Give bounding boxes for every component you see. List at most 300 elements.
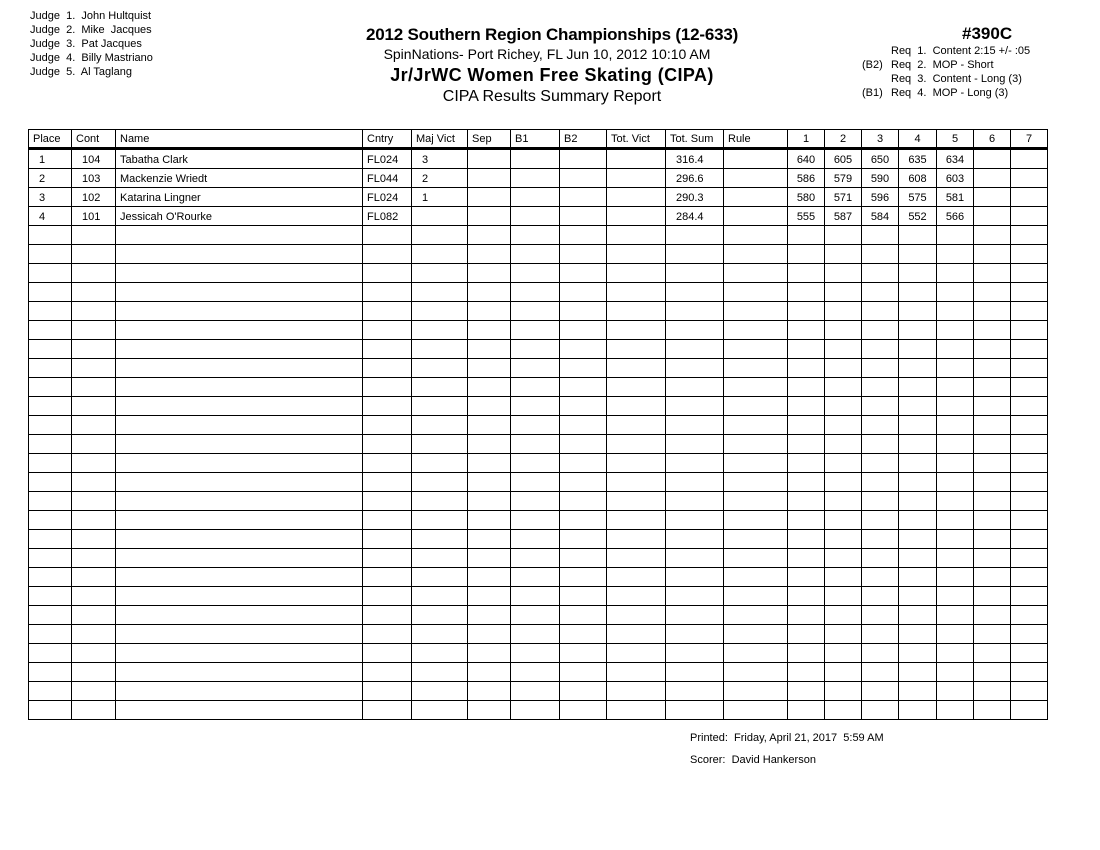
competition-title: 2012 Southern Region Championships (12-633): [365, 25, 739, 44]
empty-cell: [937, 606, 974, 625]
empty-cell: [666, 245, 724, 264]
empty-cell: [468, 701, 511, 720]
empty-cell: [666, 530, 724, 549]
empty-cell: [974, 587, 1011, 606]
empty-cell: [974, 378, 1011, 397]
empty-cell: [412, 568, 468, 587]
empty-cell: [511, 511, 560, 530]
empty-cell: [116, 625, 363, 644]
table-row-empty: [29, 397, 1048, 416]
empty-cell: [788, 359, 825, 378]
empty-cell: [116, 549, 363, 568]
empty-cell: [788, 682, 825, 701]
empty-cell: [72, 606, 116, 625]
empty-cell: [363, 663, 412, 682]
empty-cell: [511, 435, 560, 454]
empty-cell: [607, 492, 666, 511]
empty-cell: [607, 264, 666, 283]
empty-cell: [363, 454, 412, 473]
empty-cell: [788, 321, 825, 340]
empty-cell: [72, 511, 116, 530]
empty-cell: [788, 283, 825, 302]
table-row-empty: [29, 264, 1048, 283]
empty-cell: [724, 568, 788, 587]
empty-cell: [72, 378, 116, 397]
column-header-cont: Cont: [72, 130, 116, 149]
requirement-3: Req 3. Content - Long (3): [891, 73, 1022, 85]
empty-cell: [1011, 321, 1048, 340]
table-row-empty: [29, 435, 1048, 454]
table-row-empty: [29, 302, 1048, 321]
empty-cell: [666, 340, 724, 359]
empty-cell: [937, 663, 974, 682]
cell-tot-vict: [607, 169, 666, 188]
empty-cell: [724, 264, 788, 283]
table-row-empty: [29, 321, 1048, 340]
empty-cell: [468, 625, 511, 644]
empty-cell: [29, 416, 72, 435]
cell-7: [1011, 169, 1048, 188]
empty-cell: [974, 397, 1011, 416]
cell-tot-vict: [607, 207, 666, 226]
empty-cell: [825, 359, 862, 378]
empty-cell: [937, 473, 974, 492]
empty-cell: [899, 682, 937, 701]
empty-cell: [899, 492, 937, 511]
empty-cell: [560, 644, 607, 663]
table-row-empty: [29, 644, 1048, 663]
empty-cell: [825, 682, 862, 701]
empty-cell: [862, 378, 899, 397]
empty-cell: [788, 454, 825, 473]
empty-cell: [468, 340, 511, 359]
empty-cell: [560, 530, 607, 549]
empty-cell: [363, 283, 412, 302]
empty-cell: [937, 302, 974, 321]
empty-cell: [363, 492, 412, 511]
empty-cell: [363, 340, 412, 359]
cell-b1: [511, 188, 560, 207]
empty-cell: [937, 245, 974, 264]
table-row: [29, 207, 1048, 226]
empty-cell: [72, 454, 116, 473]
empty-cell: [788, 397, 825, 416]
empty-cell: [116, 701, 363, 720]
empty-cell: [468, 226, 511, 245]
empty-cell: [412, 530, 468, 549]
empty-cell: [788, 435, 825, 454]
empty-cell: [468, 492, 511, 511]
cell-3: 590: [862, 169, 899, 188]
empty-cell: [511, 625, 560, 644]
empty-cell: [72, 340, 116, 359]
empty-cell: [116, 397, 363, 416]
cell-b2: [560, 188, 607, 207]
empty-cell: [862, 549, 899, 568]
empty-cell: [607, 606, 666, 625]
event-code: #390C: [962, 24, 1013, 43]
empty-cell: [937, 492, 974, 511]
cell-4: 635: [899, 149, 937, 169]
empty-cell: [607, 549, 666, 568]
empty-cell: [862, 302, 899, 321]
empty-cell: [937, 397, 974, 416]
empty-cell: [560, 454, 607, 473]
empty-cell: [511, 492, 560, 511]
empty-cell: [29, 435, 72, 454]
empty-cell: [899, 549, 937, 568]
empty-cell: [937, 378, 974, 397]
empty-cell: [412, 587, 468, 606]
empty-cell: [724, 492, 788, 511]
cell-tot-vict: [607, 188, 666, 207]
empty-cell: [788, 625, 825, 644]
empty-cell: [974, 416, 1011, 435]
empty-cell: [937, 283, 974, 302]
cell-maj-vict: [412, 207, 468, 226]
empty-cell: [666, 701, 724, 720]
empty-cell: [788, 530, 825, 549]
empty-cell: [560, 701, 607, 720]
empty-cell: [825, 264, 862, 283]
empty-cell: [862, 625, 899, 644]
empty-cell: [412, 321, 468, 340]
empty-cell: [724, 416, 788, 435]
cell-b2: [560, 149, 607, 169]
empty-cell: [607, 359, 666, 378]
empty-cell: [862, 226, 899, 245]
empty-cell: [412, 416, 468, 435]
empty-cell: [116, 416, 363, 435]
empty-cell: [116, 321, 363, 340]
empty-cell: [899, 340, 937, 359]
empty-cell: [1011, 492, 1048, 511]
cell-1: 640: [788, 149, 825, 169]
empty-cell: [363, 530, 412, 549]
empty-cell: [363, 568, 412, 587]
empty-cell: [560, 473, 607, 492]
empty-cell: [974, 321, 1011, 340]
empty-cell: [899, 245, 937, 264]
empty-cell: [899, 378, 937, 397]
empty-cell: [1011, 264, 1048, 283]
empty-cell: [511, 568, 560, 587]
empty-cell: [788, 701, 825, 720]
empty-cell: [72, 549, 116, 568]
empty-cell: [788, 511, 825, 530]
empty-cell: [788, 264, 825, 283]
empty-cell: [72, 587, 116, 606]
empty-cell: [862, 701, 899, 720]
cell-4: 575: [899, 188, 937, 207]
empty-cell: [468, 530, 511, 549]
empty-cell: [862, 644, 899, 663]
empty-cell: [862, 454, 899, 473]
empty-cell: [412, 397, 468, 416]
empty-cell: [974, 549, 1011, 568]
column-header-maj-vict: Maj Vict: [412, 130, 468, 149]
empty-cell: [468, 416, 511, 435]
empty-cell: [116, 587, 363, 606]
empty-cell: [72, 682, 116, 701]
empty-cell: [1011, 549, 1048, 568]
empty-cell: [937, 264, 974, 283]
cell-6: [974, 169, 1011, 188]
empty-cell: [412, 492, 468, 511]
cell-cntry: FL044: [363, 169, 412, 188]
empty-cell: [974, 625, 1011, 644]
cell-2: 571: [825, 188, 862, 207]
empty-cell: [412, 511, 468, 530]
empty-cell: [724, 701, 788, 720]
empty-cell: [29, 644, 72, 663]
cell-b2: [560, 207, 607, 226]
empty-cell: [862, 530, 899, 549]
empty-cell: [899, 587, 937, 606]
empty-cell: [899, 283, 937, 302]
empty-cell: [825, 302, 862, 321]
empty-cell: [29, 340, 72, 359]
empty-cell: [788, 302, 825, 321]
empty-cell: [116, 568, 363, 587]
empty-cell: [1011, 359, 1048, 378]
empty-cell: [724, 644, 788, 663]
empty-cell: [899, 701, 937, 720]
empty-cell: [666, 226, 724, 245]
empty-cell: [825, 340, 862, 359]
results-table: [28, 129, 1048, 720]
empty-cell: [363, 549, 412, 568]
empty-cell: [560, 397, 607, 416]
empty-cell: [468, 473, 511, 492]
empty-cell: [72, 264, 116, 283]
empty-cell: [666, 644, 724, 663]
cell-4: 552: [899, 207, 937, 226]
cell-tot-sum: 284.4: [666, 207, 724, 226]
empty-cell: [666, 454, 724, 473]
cell-3: 650: [862, 149, 899, 169]
empty-cell: [862, 264, 899, 283]
empty-cell: [974, 340, 1011, 359]
empty-cell: [511, 416, 560, 435]
empty-cell: [468, 549, 511, 568]
column-header-cntry: Cntry: [363, 130, 412, 149]
empty-cell: [412, 454, 468, 473]
judges-list: [30, 9, 153, 79]
requirements-list: [862, 44, 1030, 100]
empty-cell: [666, 568, 724, 587]
empty-cell: [825, 663, 862, 682]
empty-cell: [899, 226, 937, 245]
empty-cell: [974, 511, 1011, 530]
empty-cell: [666, 378, 724, 397]
empty-cell: [72, 492, 116, 511]
empty-cell: [825, 606, 862, 625]
empty-cell: [468, 435, 511, 454]
empty-cell: [788, 606, 825, 625]
empty-cell: [724, 245, 788, 264]
empty-cell: [974, 492, 1011, 511]
empty-cell: [724, 283, 788, 302]
empty-cell: [607, 473, 666, 492]
empty-cell: [363, 416, 412, 435]
empty-cell: [468, 568, 511, 587]
empty-cell: [363, 682, 412, 701]
empty-cell: [666, 606, 724, 625]
empty-cell: [511, 473, 560, 492]
empty-cell: [607, 568, 666, 587]
empty-cell: [560, 302, 607, 321]
report-title: CIPA Results Summary Report: [442, 88, 662, 105]
empty-cell: [363, 625, 412, 644]
empty-cell: [412, 435, 468, 454]
table-row-empty: [29, 511, 1048, 530]
empty-cell: [825, 245, 862, 264]
empty-cell: [116, 530, 363, 549]
empty-cell: [825, 435, 862, 454]
empty-cell: [1011, 682, 1048, 701]
cell-4: 608: [899, 169, 937, 188]
empty-cell: [511, 359, 560, 378]
cell-5: 581: [937, 188, 974, 207]
empty-cell: [607, 245, 666, 264]
empty-cell: [607, 644, 666, 663]
cell-rule: [724, 169, 788, 188]
empty-cell: [560, 283, 607, 302]
empty-cell: [363, 359, 412, 378]
empty-cell: [560, 663, 607, 682]
empty-cell: [862, 340, 899, 359]
empty-cell: [363, 435, 412, 454]
empty-cell: [72, 473, 116, 492]
empty-cell: [825, 530, 862, 549]
empty-cell: [974, 245, 1011, 264]
empty-cell: [468, 245, 511, 264]
judge-3: Judge 3. Pat Jacques: [30, 38, 142, 50]
empty-cell: [825, 416, 862, 435]
empty-cell: [1011, 340, 1048, 359]
empty-cell: [937, 701, 974, 720]
empty-cell: [560, 625, 607, 644]
cell-maj-vict: 1: [412, 188, 468, 207]
empty-cell: [468, 264, 511, 283]
cell-6: [974, 149, 1011, 169]
empty-cell: [116, 302, 363, 321]
cell-cont: 103: [72, 169, 116, 188]
empty-cell: [468, 378, 511, 397]
empty-cell: [788, 568, 825, 587]
empty-cell: [1011, 245, 1048, 264]
requirement-2: (B2) Req 2. MOP - Short: [862, 59, 994, 71]
report-footer: [690, 727, 884, 771]
empty-cell: [363, 226, 412, 245]
scorer-name: Scorer: David Hankerson: [690, 754, 816, 766]
empty-cell: [72, 397, 116, 416]
empty-cell: [560, 492, 607, 511]
column-header-5: 5: [937, 130, 974, 149]
empty-cell: [29, 283, 72, 302]
empty-cell: [937, 359, 974, 378]
empty-cell: [1011, 644, 1048, 663]
column-header-rule: Rule: [724, 130, 788, 149]
cell-7: [1011, 207, 1048, 226]
empty-cell: [560, 682, 607, 701]
empty-cell: [862, 359, 899, 378]
column-header-b1: B1: [511, 130, 560, 149]
empty-cell: [899, 264, 937, 283]
empty-cell: [825, 378, 862, 397]
cell-b1: [511, 149, 560, 169]
column-header-6: 6: [974, 130, 1011, 149]
empty-cell: [1011, 435, 1048, 454]
column-header-3: 3: [862, 130, 899, 149]
empty-cell: [937, 340, 974, 359]
judge-4: Judge 4. Billy Mastriano: [30, 52, 153, 64]
empty-cell: [29, 302, 72, 321]
empty-cell: [899, 416, 937, 435]
empty-cell: [468, 644, 511, 663]
cell-rule: [724, 207, 788, 226]
empty-cell: [825, 473, 862, 492]
empty-cell: [1011, 416, 1048, 435]
empty-cell: [511, 302, 560, 321]
empty-cell: [937, 644, 974, 663]
empty-cell: [1011, 587, 1048, 606]
empty-cell: [974, 663, 1011, 682]
empty-cell: [468, 587, 511, 606]
empty-cell: [363, 587, 412, 606]
table-row-empty: [29, 473, 1048, 492]
empty-cell: [29, 378, 72, 397]
empty-cell: [825, 321, 862, 340]
empty-cell: [825, 454, 862, 473]
empty-cell: [825, 492, 862, 511]
empty-cell: [666, 359, 724, 378]
empty-cell: [937, 416, 974, 435]
empty-cell: [560, 226, 607, 245]
empty-cell: [862, 283, 899, 302]
empty-cell: [72, 226, 116, 245]
empty-cell: [974, 568, 1011, 587]
empty-cell: [511, 397, 560, 416]
empty-cell: [899, 644, 937, 663]
empty-cell: [862, 587, 899, 606]
empty-cell: [468, 606, 511, 625]
empty-cell: [974, 283, 1011, 302]
empty-cell: [607, 454, 666, 473]
cell-name: Tabatha Clark: [116, 149, 363, 169]
empty-cell: [363, 473, 412, 492]
cell-sep: [468, 169, 511, 188]
empty-cell: [72, 530, 116, 549]
empty-cell: [29, 568, 72, 587]
empty-cell: [974, 226, 1011, 245]
empty-cell: [511, 530, 560, 549]
empty-cell: [899, 397, 937, 416]
cell-6: [974, 188, 1011, 207]
cell-2: 605: [825, 149, 862, 169]
empty-cell: [116, 378, 363, 397]
cell-b2: [560, 169, 607, 188]
column-header-sep: Sep: [468, 130, 511, 149]
empty-cell: [862, 492, 899, 511]
empty-cell: [937, 549, 974, 568]
cell-sep: [468, 149, 511, 169]
empty-cell: [666, 492, 724, 511]
empty-cell: [29, 587, 72, 606]
cell-5: 603: [937, 169, 974, 188]
empty-cell: [468, 511, 511, 530]
